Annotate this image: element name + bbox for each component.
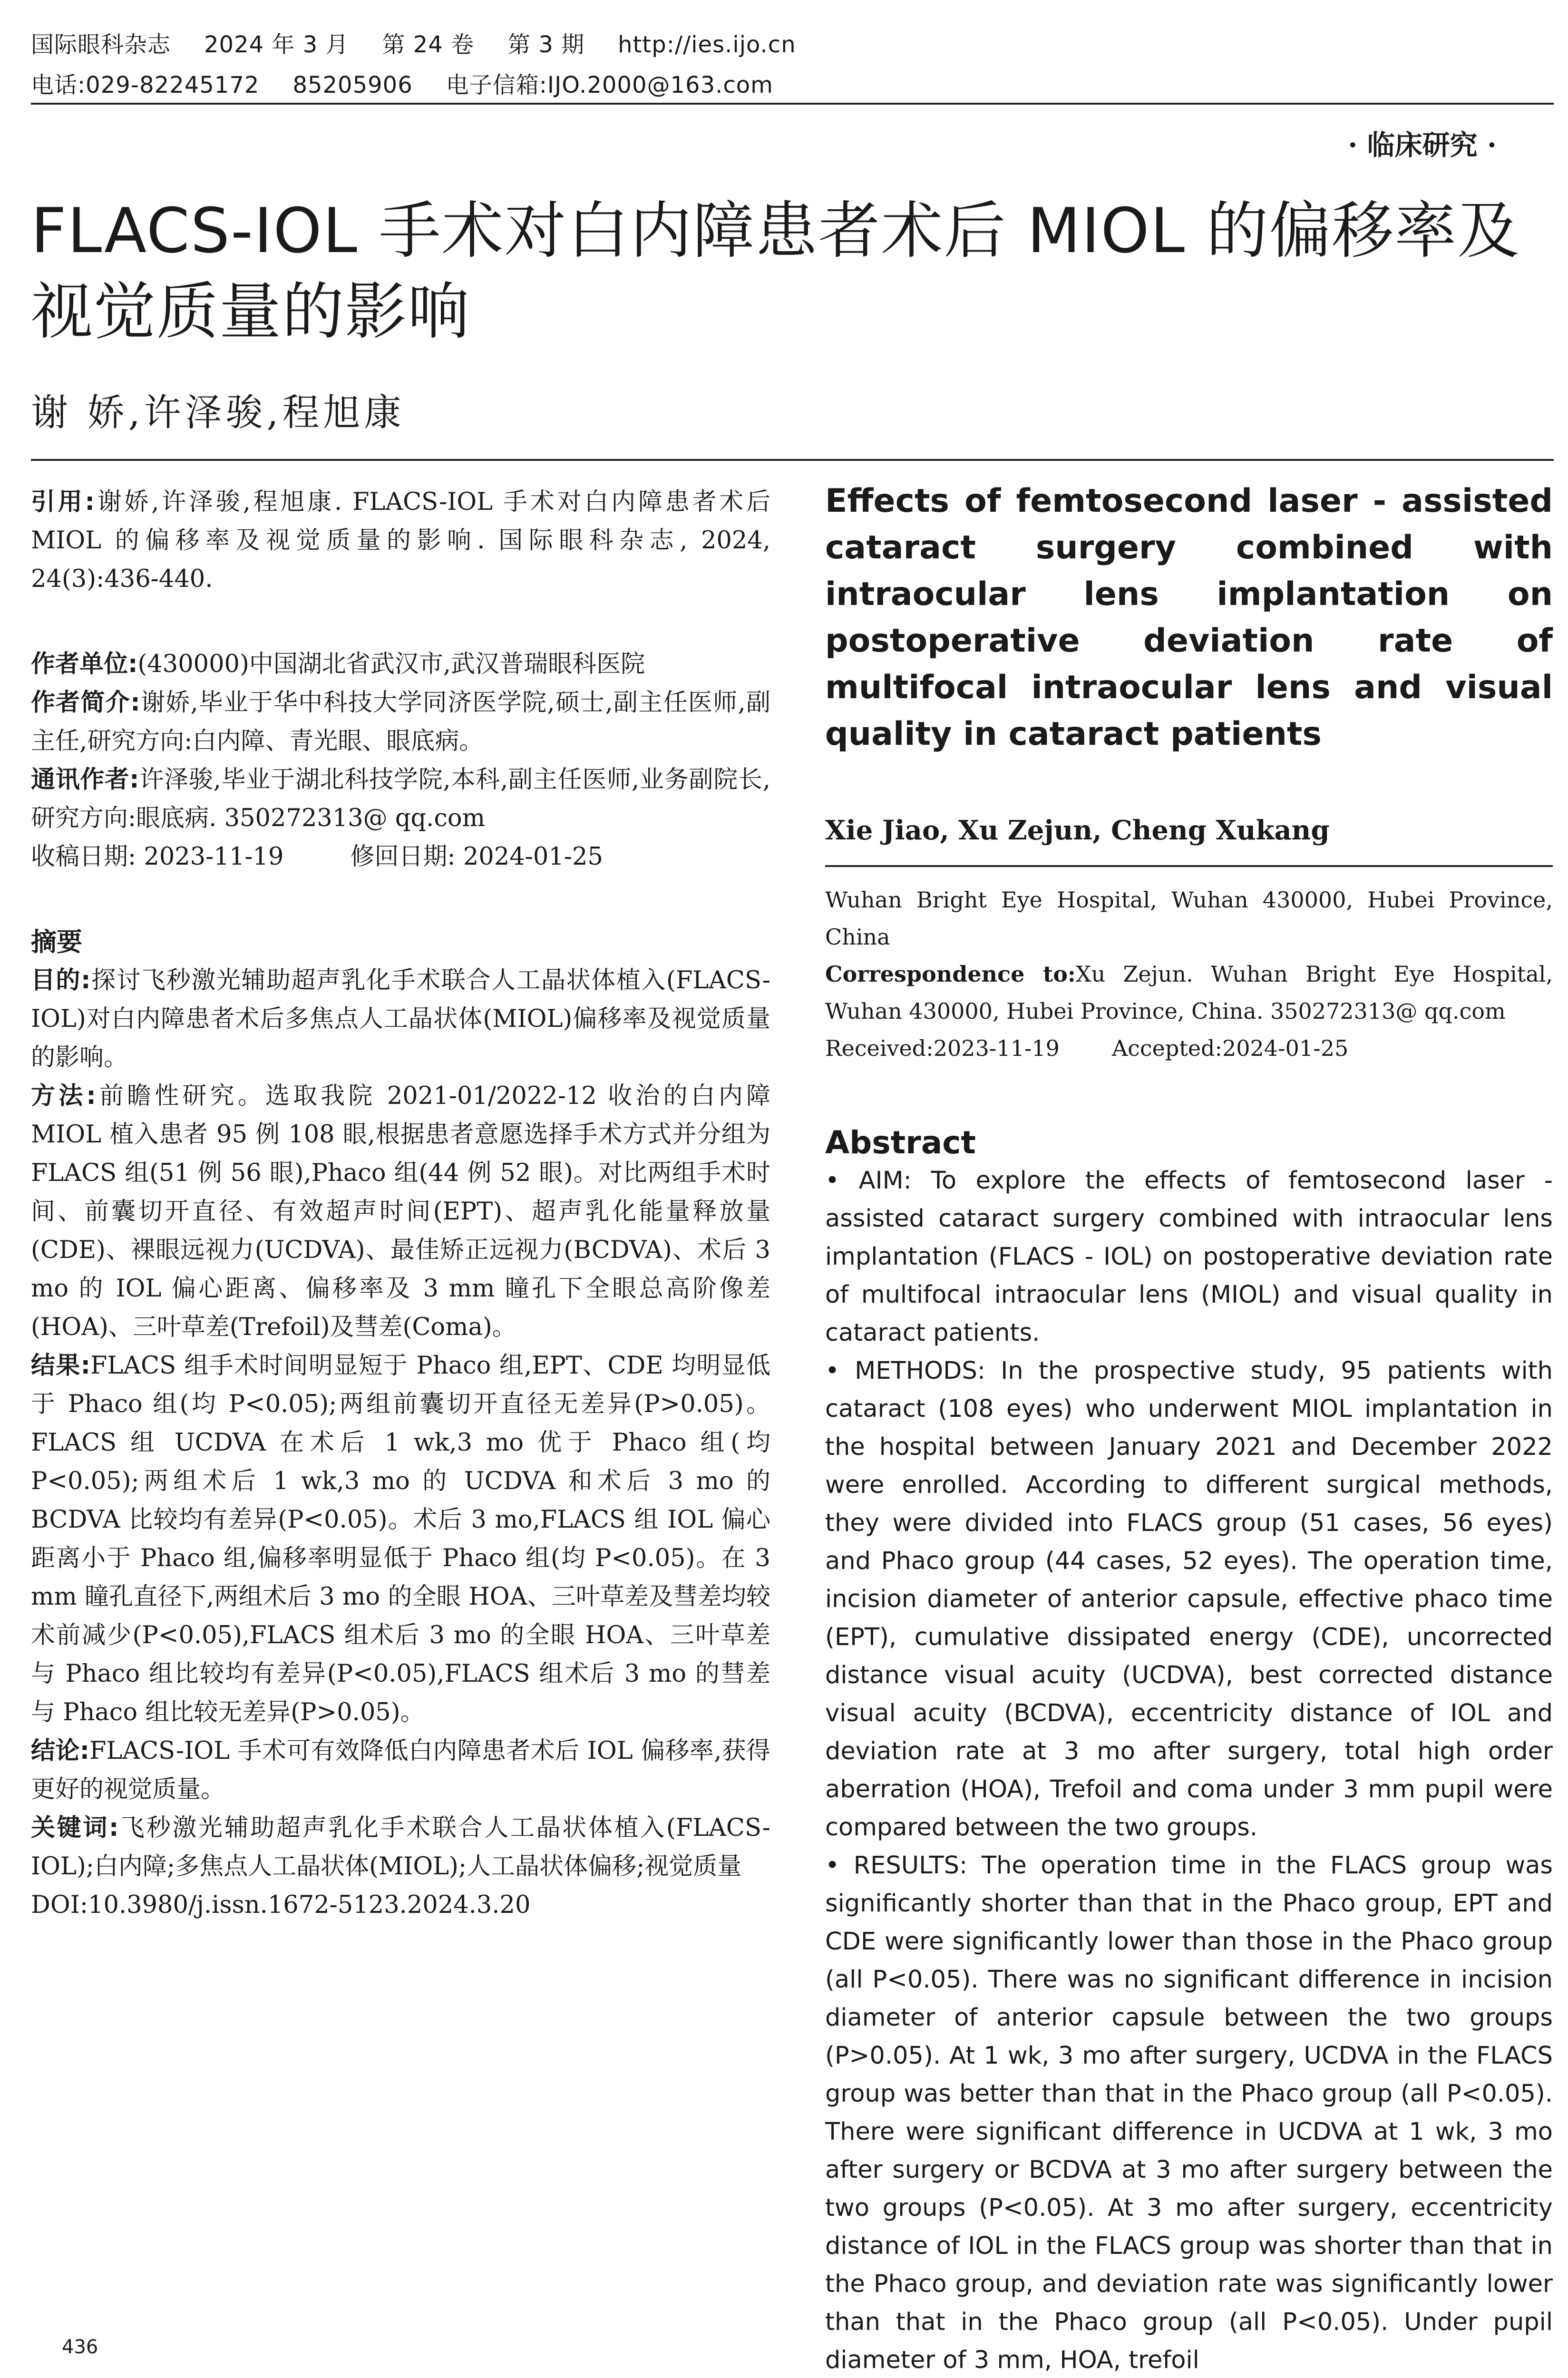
english-authors-divider: [825, 865, 1553, 867]
english-dates: [825, 1030, 1553, 1067]
aim-cn: [31, 961, 770, 1077]
conclusion-label-cn: 结论:: [31, 1737, 90, 1765]
aim-text-cn: 探讨飞秒激光辅助超声乳化手术联合人工晶状体植入(FLACS-IOL)对白内障患者术后多焦点人工晶状体(MIOL)偏移率及视觉质量的影响。: [31, 966, 770, 1072]
keywords-label-cn: 关键词:: [31, 1814, 119, 1842]
conclusion-cn: [31, 1732, 770, 1809]
volume: 第 24 卷: [382, 31, 475, 58]
left-column: [31, 483, 770, 1924]
english-correspondence: [825, 955, 1553, 1030]
spacer: [31, 876, 770, 923]
results-label-cn: 结果:: [31, 1352, 90, 1380]
journal-url[interactable]: http://ies.ijo.cn: [618, 31, 796, 58]
author-bio-label: 作者简介:: [31, 689, 140, 717]
english-authors: Xie Jiao, Xu Zejun, Cheng Xukang: [825, 815, 1330, 846]
keywords-cn: [31, 1809, 770, 1886]
title-divider: [31, 459, 1554, 461]
conclusion-text-cn: FLACS-IOL 手术可有效降低白内障患者术后 IOL 偏移率,获得更好的视觉质量。: [31, 1737, 770, 1803]
doi[interactable]: DOI:10.3980/j.issn.1672-5123.2024.3.20: [31, 1891, 531, 1919]
english-correspondence-text: Xu Zejun. Wuhan Bright Eye Hospital, Wuhan 430000, Hubei Province, China. 350272313@ qq.com: [825, 961, 1553, 1024]
methods-cn: [31, 1077, 770, 1346]
results-cn: [31, 1346, 770, 1732]
corresponding-label: 通讯作者:: [31, 766, 139, 794]
issue-date: 2024 年 3 月: [204, 31, 349, 58]
header-divider: [31, 103, 1554, 105]
author-unit-text: (430000)中国湖北省武汉市,武汉普瑞眼科医院: [137, 650, 645, 678]
english-title: Effects of femtosecond laser - assisted cataract surgery combined with intraocular lens implantation on postoperative deviation rate of multifocal intraocular lens and visual quality in cataract patients: [825, 482, 1553, 753]
methods-label-cn: 方法:: [31, 1082, 96, 1110]
keywords-text-cn: 飞秒激光辅助超声乳化手术联合人工晶状体植入(FLACS-IOL);白内障;多焦点人工晶状体(MIOL);人工晶状体偏移;视觉质量: [31, 1814, 770, 1881]
dates-cn: [31, 838, 770, 876]
citation-label: 引用:: [31, 488, 95, 516]
received-en: Received:2023-11-19: [825, 1035, 1060, 1061]
citation: [31, 483, 770, 598]
author-bio: [31, 683, 770, 760]
accepted-en: Accepted:2024-01-25: [1111, 1035, 1349, 1061]
phone: 电话:029-82245172: [31, 72, 260, 98]
right-column: [825, 478, 1553, 2378]
journal-name: 国际眼科杂志: [31, 31, 171, 58]
page-number: 436: [62, 2336, 98, 2358]
author-bio-text: 谢娇,毕业于华中科技大学同济医学院,硕士,副主任医师,副主任,研究方向:白内障、青光眼、眼底病。: [31, 689, 770, 755]
author-unit: [31, 645, 770, 683]
chinese-authors: 谢 娇,许泽骏,程旭康: [31, 391, 405, 434]
methods-text-cn: 前瞻性研究。选取我院 2021-01/2022-12 收治的白内障 MIOL 植入患者 95 例 108 眼,根据患者意愿选择手术方式并分组为 FLACS 组(51 例 56 眼),Phaco 组(44 例 52 眼)。对比两组手术时间、前囊切开直径、有效超声时间(EPT)、超声乳化能量释放量(CDE)、裸眼远视力(UCDVA)、最佳矫正远视力(BCDVA)、术后 3 mo 的 IOL 偏心距离、偏移率及 3 mm 瞳孔下全眼总高阶像差(HOA)、三叶草差(Trefoil)及彗差(Coma)。: [31, 1082, 770, 1341]
english-affiliation: Wuhan Bright Eye Hospital, Wuhan 430000, Hubei Province, China: [825, 887, 1553, 950]
email[interactable]: 电子信箱:IJO.2000@163.com: [446, 72, 773, 98]
corresponding-text: 许泽骏,毕业于湖北科技学院,本科,副主任医师,业务副院长,研究方向:眼底病. 350272313@ qq.com: [31, 766, 770, 832]
aim-en: • AIM: To explore the effects of femtosecond laser - assisted cataract surgery combined with intraocular lens implantation (FLACS - IOL) on postoperative deviation rate of multifocal intraocular lens (MIOL) and visual quality in cataract patients.: [825, 1167, 1553, 1347]
abstract-heading-cn: 摘要: [31, 927, 82, 957]
phone-2: 85205906: [292, 72, 413, 98]
issue: 第 3 期: [507, 31, 585, 58]
section-label: · 临床研究 ·: [1348, 129, 1497, 161]
aim-label-cn: 目的:: [31, 966, 91, 994]
journal-header-line1: [31, 26, 829, 59]
methods-en: • METHODS: In the prospective study, 95 patients with cataract (108 eyes) who underwent MIOL implantation in the hospital between January 2021 and December 2022 were enrolled. According to different surgical methods, they were divided into FLACS group (51 cases, 56 eyes) and Phaco group (44 cases, 52 eyes). The operation time, incision diameter of anterior capsule, effective phaco time (EPT), cumulative dissipated energy (CDE), uncorrected distance visual acuity (UCDVA), best corrected distance visual acuity (BCDVA), eccentricity distance of IOL and deviation rate at 3 mo after surgery, total high order aberration (HOA), Trefoil and coma under 3 mm pupil were compared between the two groups.: [825, 1357, 1553, 1842]
revised-cn: 修回日期: 2024-01-25: [350, 843, 603, 871]
chinese-title: FLACS-IOL 手术对白内障患者术后 MIOL 的偏移率及视觉质量的影响: [31, 195, 1520, 348]
spacer: [31, 598, 770, 645]
english-correspondence-label: Correspondence to:: [825, 961, 1076, 987]
results-text-cn: FLACS 组手术时间明显短于 Phaco 组,EPT、CDE 均明显低于 Phaco 组(均 P<0.05);两组前囊切开直径无差异(P>0.05)。FLACS 组 UCDVA 在术后 1 wk,3 mo 优于 Phaco 组(均 P<0.05);两组术后 1 wk,3 mo 的 UCDVA 和术后 3 mo 的 BCDVA 比较均有差异(P<0.05)。术后 3 mo,FLACS 组 IOL 偏心距离小于 Phaco 组,偏移率明显低于 Phaco 组(均 P<0.05)。在 3 mm 瞳孔直径下,两组术后 3 mo 的全眼 HOA、三叶草差及彗差均较术前减少(P<0.05),FLACS 组术后 3 mo 的全眼 HOA、三叶草差与 Phaco 组比较均有差异(P<0.05),FLACS 组术后 3 mo 的彗差与 Phaco 组比较无差异(P>0.05)。: [31, 1352, 770, 1726]
corresponding-author: [31, 760, 770, 838]
journal-header-line2: [31, 67, 807, 99]
citation-text: 谢娇,许泽骏,程旭康. FLACS-IOL 手术对白内障患者术后 MIOL 的偏移率及视觉质量的影响. 国际眼科杂志, 2024, 24(3):436-440.: [31, 488, 770, 593]
results-en: • RESULTS: The operation time in the FLACS group was significantly shorter than that in the Phaco group, EPT and CDE were significantly lower than those in the Phaco group (all P<0.05). There was no significant difference in incision diameter of anterior capsule between the two groups (P>0.05). At 1 wk, 3 mo after surgery, UCDVA in the FLACS group was better than that in the Phaco group (all P<0.05). There were significant difference in UCDVA at 1 wk, 3 mo after surgery or BCDVA at 3 mo after surgery between the two groups (P<0.05). At 3 mo after surgery, eccentricity distance of IOL in the FLACS group was shorter than that in the Phaco group, and deviation rate was significantly lower than that in the Phaco group (all P<0.05). Under pupil diameter of 3 mm, HOA, trefoil: [825, 1852, 1553, 2374]
abstract-heading-en: Abstract: [825, 1124, 976, 1161]
author-unit-label: 作者单位:: [31, 650, 138, 678]
received-cn: 收稿日期: 2023-11-19: [31, 843, 284, 871]
